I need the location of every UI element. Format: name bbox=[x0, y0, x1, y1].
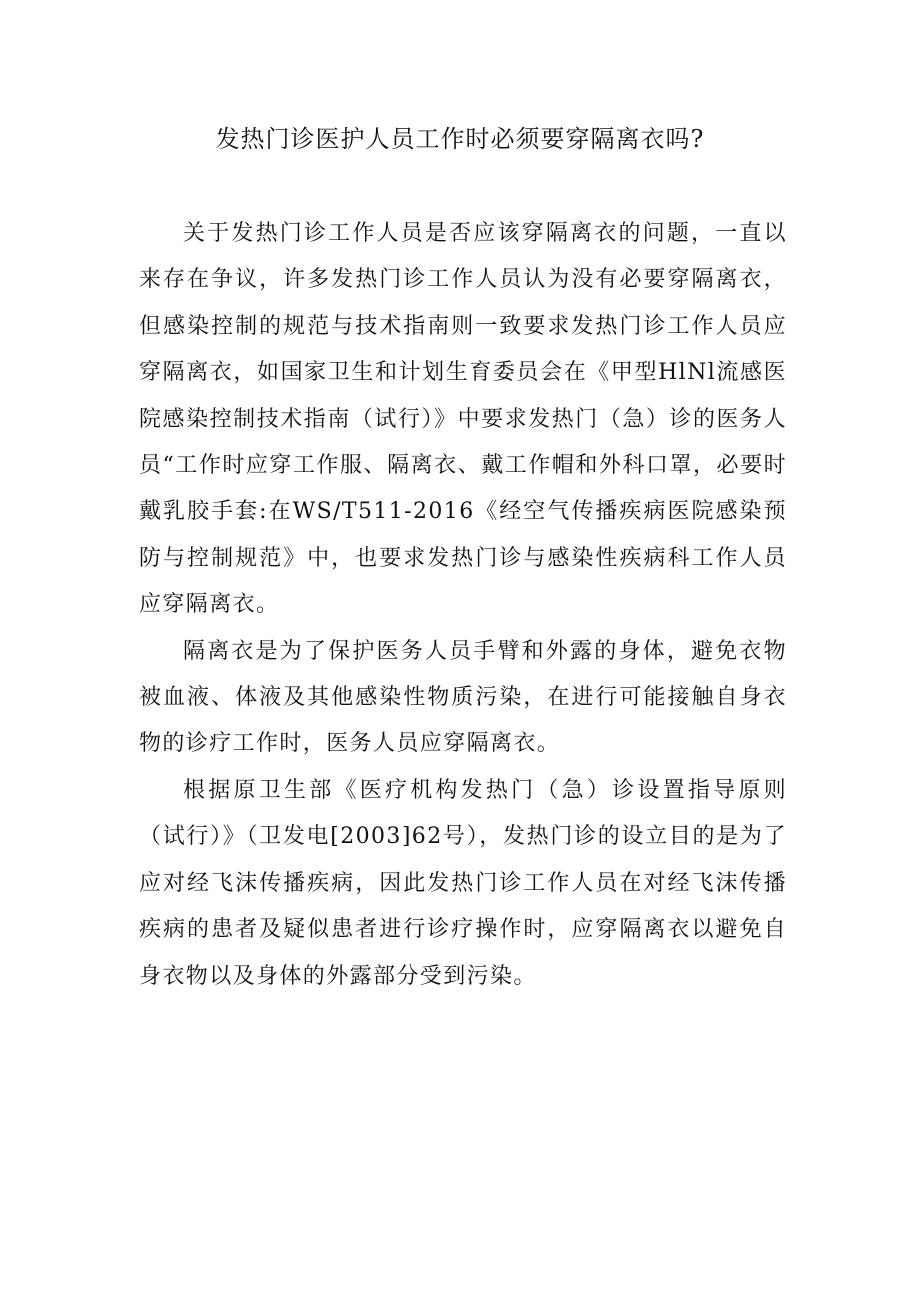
paragraph-3: 根据原卫生部《医疗机构发热门（急）诊设置指导原则（试行）》（卫发电[2003]62号），发热门诊的设立目的是为了应对经飞沫传播疾病，因此发热门诊工作人员在对经飞沫传播疾病的患者及疑似患者进行诊疗操作时，应穿隔离衣以避免自身衣物以及身体的外露部分受到污染。 bbox=[139, 777, 787, 989]
paragraph-1: 关于发热门诊工作人员是否应该穿隔离衣的问题，一直以来存在争议，许多发热门诊工作人员认为没有必要穿隔离衣，但感染控制的规范与技术指南则一致要求发热门诊工作人员应穿隔离衣，如国家卫生和计划生育委员会在《甲型HlNl流感医院感染控制技术指南（试行）》中要求发热门（急）诊的医务人员“工作时应穿工作服、隔离衣、戴工作帽和外科口罩，必要时戴乳胶手套:在WS/T511-2016《经空气传播疾病医院感染预防与控制规范》中，也要求发热门诊与感染性疾病科工作人员应穿隔离衣。 bbox=[139, 221, 787, 618]
document-body bbox=[139, 211, 787, 1000]
paragraph-2: 隔离衣是为了保护医务人员手臂和外露的身体，避免衣物被血液、体液及其他感染性物质污染，在进行可能接触自身衣物的诊疗工作时，医务人员应穿隔离衣。 bbox=[139, 638, 787, 757]
document-title: 发热门诊医护人员工作时必须要穿隔离衣吗? bbox=[215, 125, 705, 153]
